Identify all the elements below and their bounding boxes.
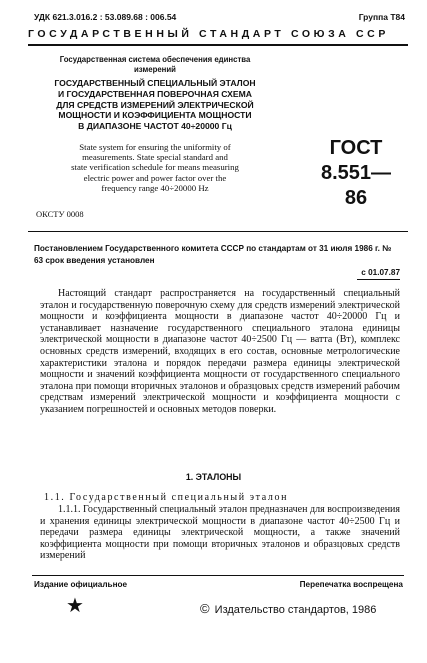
main-title	[24, 78, 286, 132]
section-paragraph: 1.1.1. Государственный специальный эталон предназначен для воспроизведения и хранения единицы электрической мощности в диапазоне частот 40÷2500 Гц и передачи размера единицы электрической мощности, а также значений коэффициента мощности при помощи вторичных эталонов и образцовых средств измерений	[40, 504, 400, 562]
english-title-line: electric power and power factor over the	[83, 172, 227, 183]
main-title-line: И ГОСУДАРСТВЕННАЯ ПОВЕРОЧНАЯ СХЕМА	[57, 88, 253, 99]
copyright-line	[200, 601, 376, 616]
copyright-icon: ©	[200, 601, 210, 616]
group-code: Группа Т84	[358, 12, 405, 22]
english-title	[30, 142, 280, 193]
footer-divider	[32, 575, 404, 576]
standard-banner: ГОСУДАРСТВЕННЫЙ СТАНДАРТ СОЮЗА ССР	[28, 28, 389, 40]
star-icon: ★	[66, 595, 84, 617]
edition-label: Издание официальное	[34, 580, 128, 589]
system-title-line: измерений	[134, 65, 176, 74]
intro-paragraph: Настоящий стандарт распространяется на государственный специальный эталон и государственную поверочную схему для средств измерений электрической мощности и коэффициента мощности в диапазоне частот 40÷20000 Гц и устанавливает назначение государственного специального эталона единицы электрической мощности в диапазоне частот 40÷2500 Гц — ватта (Вт), комплекс основных средств измерений, входящих в его состав, основные метрологические характеристики эталона и порядок передачи размера единицы электрической мощности и значений коэффициента мощности от государственного специального эталона при помощи вторичных эталонов и образцовых средств измерений рабочим средствам измерений электрической мощности и коэффициента мощности с указанием погрешностей и основных методов поверки.	[40, 288, 400, 415]
reprint-notice: Перепечатка воспрещена	[299, 580, 403, 589]
section-heading: 1. ЭТАЛОНЫ	[185, 472, 242, 482]
gost-number: 8.551—86	[320, 162, 392, 209]
main-title-line: В ДИАПАЗОНЕ ЧАСТОТ 40÷20000 Гц	[78, 121, 232, 132]
system-title	[30, 55, 280, 75]
english-title-line: measurements. State special standard and	[82, 152, 228, 163]
main-title-line: ДЛЯ СРЕДСТВ ИЗМЕРЕНИЙ ЭЛЕКТРИЧЕСКОЙ	[56, 99, 254, 110]
system-title-line: Государственная система обеспечения единства	[59, 55, 251, 64]
main-title-line: МОЩНОСТИ И КОЭФФИЦИЕНТА МОЩНОСТИ	[58, 110, 252, 121]
english-title-line: State system for ensuring the uniformity of	[79, 142, 231, 152]
gost-label: ГОСТ	[329, 137, 383, 159]
okstu-code: ОКСТУ 0008	[36, 209, 84, 219]
start-date: с 01.07.87	[361, 268, 400, 277]
english-title-line: frequency range 40÷20000 Hz	[101, 182, 209, 193]
gost-designation	[316, 136, 396, 211]
resolution-text: Постановлением Государственного комитета СССР по стандартам от 31 июля 1986 г. № 63 срок введения установлен	[34, 244, 392, 265]
start-date-underline	[357, 279, 400, 280]
subsection-heading: 1.1. Государственный специальный эталон	[44, 492, 289, 503]
copyright-text: Издательство стандартов, 1986	[214, 604, 377, 616]
middle-divider	[28, 231, 408, 232]
udk-code: УДК 621.3.016.2 : 53.089.68 : 006.54	[34, 12, 177, 22]
english-title-line: state verification schedule for means measuring	[71, 162, 239, 173]
main-title-line: ГОСУДАРСТВЕННЫЙ СПЕЦИАЛЬНЫЙ ЭТАЛОН	[54, 78, 256, 88]
top-divider	[28, 44, 408, 46]
